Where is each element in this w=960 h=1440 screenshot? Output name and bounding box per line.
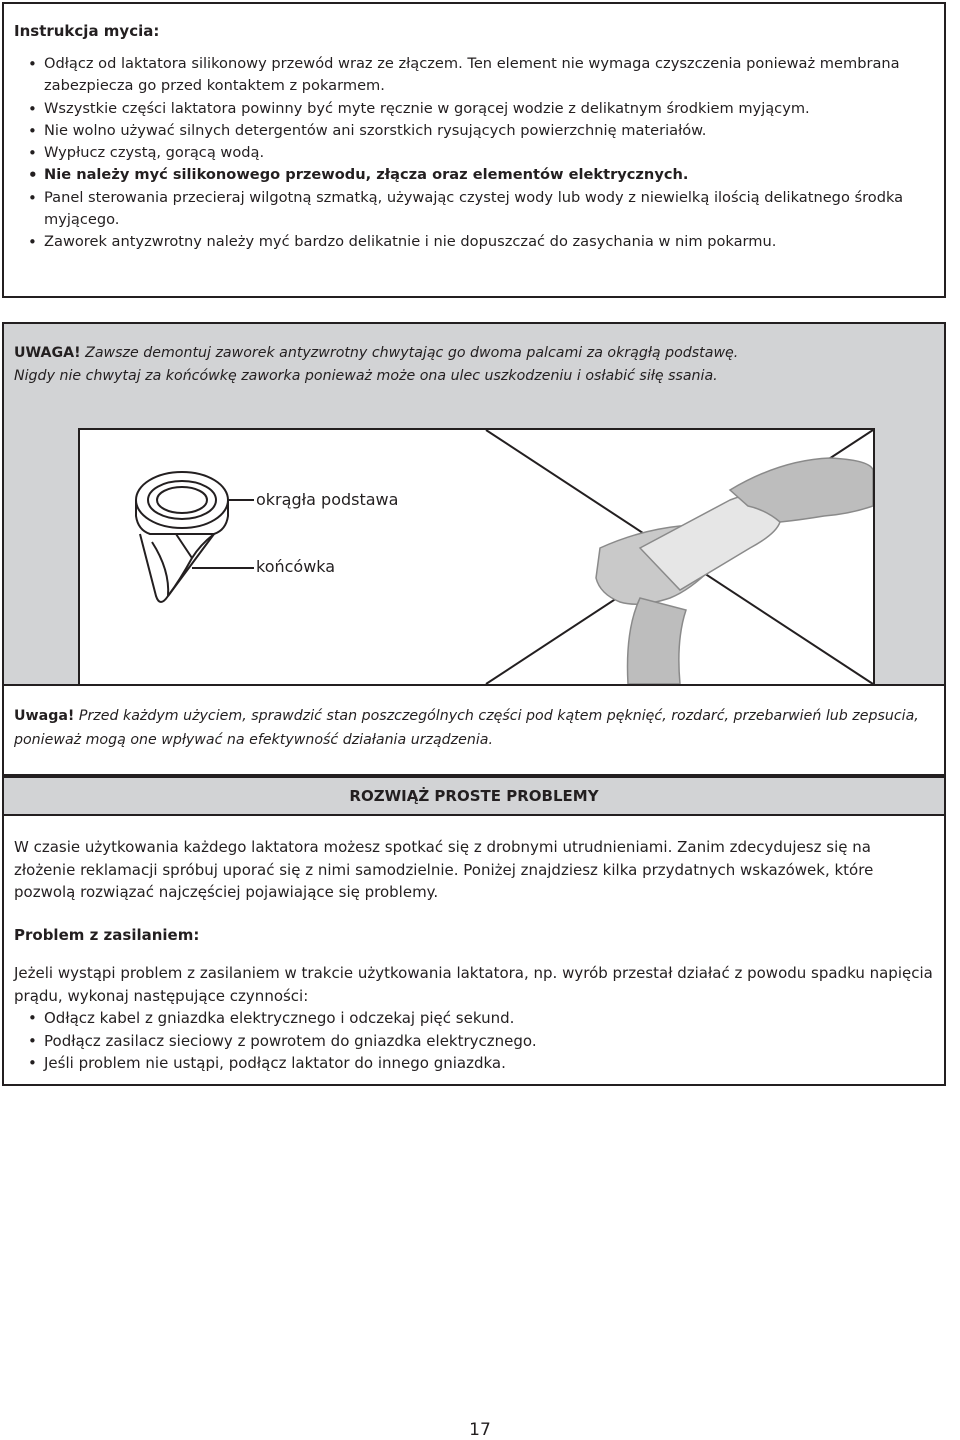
power-problem-title: Problem z zasilaniem: <box>14 925 200 944</box>
warning-label: UWAGA! <box>14 345 81 361</box>
list-item: • Wypłucz czystą, gorącą wodą. <box>14 142 934 164</box>
warning-box <box>2 322 946 686</box>
list-item: • Panel sterowania przecieraj wilgotną szmatką, używając czystej wody lub wody z niewielką ilością delikatnego środka myjącego. <box>14 187 934 232</box>
cleaning-list <box>14 53 934 254</box>
list-item: • Nie wolno używać silnych detergentów ani szorstkich rysujących powierzchnię materiałów. <box>14 120 934 142</box>
list-item: • Zaworek antyzwrotny należy myć bardzo delikatnie i nie dopuszczać do zasychania w nim pokarmu. <box>14 231 934 253</box>
list-item: • Odłącz od laktatora silikonowy przewód wraz ze złączem. Ten element nie wymaga czyszczenia ponieważ membrana zabezpiecza go przed kontaktem z pokarmem. <box>14 53 934 98</box>
valve-figure <box>78 428 875 686</box>
power-steps-list <box>14 1007 934 1075</box>
page-number: 17 <box>469 1420 491 1440</box>
troubleshooting-title: ROZWIĄŻ PROSTE PROBLEMY <box>4 778 944 816</box>
warning-text-1: Zawsze demontuj zaworek antyzwrotny chwytając go dwoma palcami za okrągłą podstawę. <box>85 345 739 361</box>
cleaning-title: Instrukcja mycia: <box>14 22 160 40</box>
list-item: • Odłącz kabel z gniazdka elektrycznego i odczekaj pięć sekund. <box>14 1007 934 1030</box>
list-item: • Jeśli problem nie ustąpi, podłącz laktator do innego gniazdka. <box>14 1052 934 1075</box>
label-round-base: okrągła podstawa <box>256 490 399 509</box>
power-problem-text: Jeżeli wystąpi problem z zasilaniem w trakcie użytkowania laktatora, np. wyrób przestał działać z powodu spadku napięcia prądu, wykonaj następujące czynności: <box>14 964 933 1005</box>
troubleshooting-box <box>2 776 946 1086</box>
inspection-note <box>14 704 934 752</box>
list-item: • Nie należy myć silikonowego przewodu, złącza oraz elementów elektrycznych. <box>14 164 934 186</box>
troubleshooting-body <box>4 816 944 1075</box>
note-text: Przed każdym użyciem, sprawdzić stan poszczególnych części pod kątem pęknięć, rozdarć, przebarwień lub zepsucia, ponieważ mogą one wpływać na efektywność działania urządzenia. <box>14 708 919 748</box>
warning-line-2: Nigdy nie chwytaj za końcówkę zaworka ponieważ może ona ulec uszkodzeniu i osłabić siłę ssania. <box>14 367 718 384</box>
valve-drawing <box>136 472 254 602</box>
note-label: Uwaga! <box>14 708 75 724</box>
warning-line-1 <box>14 342 934 365</box>
wrong-grip-photo <box>486 430 873 684</box>
list-item: • Podłącz zasilacz sieciowy z powrotem do gniazdka elektrycznego. <box>14 1030 934 1053</box>
valve-illustration <box>80 430 873 684</box>
troubleshooting-intro: W czasie użytkowania każdego laktatora możesz spotkać się z drobnymi utrudnieniami. Zanim zdecydujesz się na złożenie reklamacji spróbuj uporać się z nimi samodzielnie. Poniżej znajdziesz kilka przydatnych wskazówek, które pozwolą rozwiązać najczęściej pojawiające się problemy. <box>14 838 874 901</box>
cleaning-instructions-box <box>2 2 946 298</box>
list-item: • Wszystkie części laktatora powinny być myte ręcznie w gorącej wodzie z delikatnym środkiem myjącym. <box>14 98 934 120</box>
inspection-note-box <box>2 684 946 776</box>
label-tip: końcówka <box>256 557 336 576</box>
